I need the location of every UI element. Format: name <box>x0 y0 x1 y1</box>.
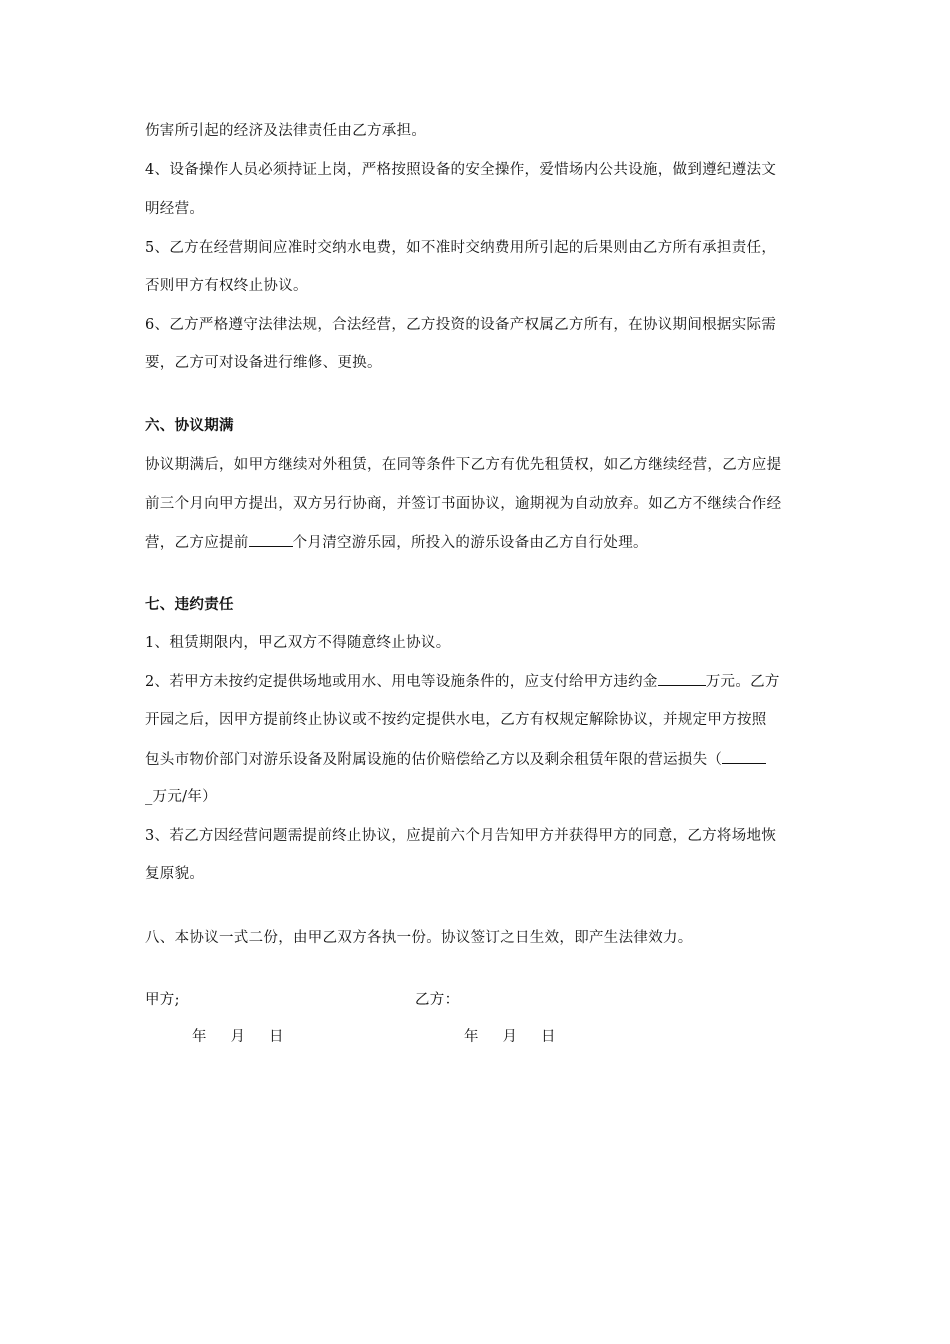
fill-in-blank[interactable] <box>249 532 293 547</box>
section-7-clause-2-line-1 <box>145 671 780 692</box>
fill-in-blank[interactable] <box>722 749 766 764</box>
party-b-date <box>464 1027 556 1047</box>
party-b-label: 乙方： <box>415 992 460 1008</box>
section-8-text: 八、本协议一式二份，由甲乙双方各执一份。协议签订之日生效，即产生法律效力。 <box>145 930 693 946</box>
section-6-line-2: 前三个月向甲方提出，双方另行协商，并签订书面协议，逾期视为自动放弃。如乙方不继续合作经 <box>145 496 782 512</box>
text-segment: 营，乙方应提前 <box>145 535 249 551</box>
month-label: 月 <box>502 1029 517 1045</box>
section-6-heading: 六、协议期满 <box>145 418 234 434</box>
section-6-line-3 <box>145 532 648 553</box>
text-segment: 2、若甲方未按约定提供场地或用水、用电等设施条件的，应支付给甲方违约金 <box>145 674 658 690</box>
clause-6-line-1: 6、乙方严格遵守法律法规，合法经营，乙方投资的设备产权属乙方所有，在协议期间根据实际需 <box>145 317 777 333</box>
section-7-heading: 七、违约责任 <box>145 597 234 613</box>
section-7-clause-2-line-2: 开园之后，因甲方提前终止协议或不按约定提供水电，乙方有权规定解除协议，并规定甲方按照 <box>145 712 767 728</box>
section-7-clause-3-line-1: 3、若乙方因经营问题需提前终止协议，应提前六个月告知甲方并获得甲方的同意，乙方将场地恢 <box>145 828 777 844</box>
party-a-label: 甲方; <box>145 992 180 1008</box>
section-7-clause-3-line-2: 复原貌。 <box>145 866 205 882</box>
section-7-clause-1: 1、租赁期限内，甲乙双方不得随意终止协议。 <box>145 635 451 651</box>
day-label: 日 <box>541 1029 556 1045</box>
party-a-date <box>192 1027 284 1047</box>
text-segment: 包头市物价部门对游乐设备及附属设施的估价赔偿给乙方以及剩余租赁年限的营运损失（ <box>145 752 723 768</box>
clause-5-line-1: 5、乙方在经营期间应准时交纳水电费，如不准时交纳费用所引起的后果则由乙方所有承担责任， <box>145 240 777 256</box>
clause-5-line-2: 否则甲方有权终止协议。 <box>145 278 308 294</box>
year-label: 年 <box>464 1029 479 1045</box>
text-segment: 个月清空游乐园，所投入的游乐设备由乙方自行处理。 <box>292 535 648 551</box>
day-label: 日 <box>269 1029 284 1045</box>
section-6-line-1: 协议期满后，如甲方继续对外租赁，在同等条件下乙方有优先租赁权，如乙方继续经营，乙方应提 <box>145 457 782 473</box>
year-label: 年 <box>192 1029 207 1045</box>
fill-in-blank[interactable] <box>658 671 706 686</box>
clause-4-line-2: 明经营。 <box>145 201 205 217</box>
section-7-clause-2-line-4: _万元/年） <box>145 789 217 805</box>
text-segment: 万元。乙方 <box>705 674 780 690</box>
clause-4-line-1: 4、设备操作人员必须持证上岗，严格按照设备的安全操作，爱惜场内公共设施，做到遵纪遵法文 <box>145 162 777 178</box>
section-7-clause-2-line-3 <box>145 749 766 770</box>
clause-6-line-2: 要，乙方可对设备进行维修、更换。 <box>145 355 382 371</box>
paragraph-line: 伤害所引起的经济及法律责任由乙方承担。 <box>145 123 427 139</box>
month-label: 月 <box>230 1029 245 1045</box>
